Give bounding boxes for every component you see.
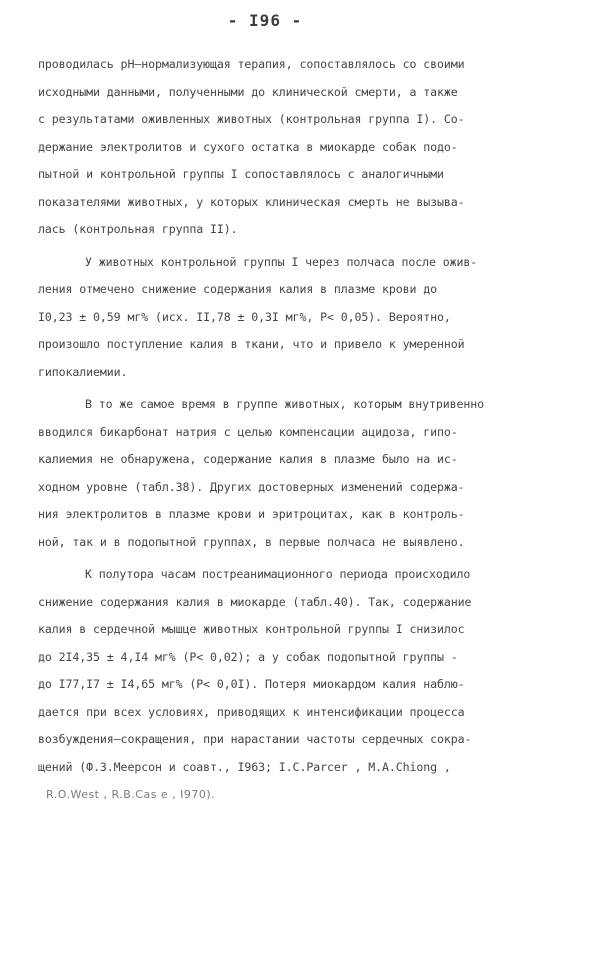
text-line: ния электролитов в плазме крови и эритроцитах, как в контроль- xyxy=(38,507,465,521)
text-line: калиемия не обнаружена, содержание калия в плазме было на ис- xyxy=(38,452,458,466)
text-line: снижение содержания калия в миокарде (табл.40). Так, содержание xyxy=(38,594,472,609)
text-line: с результатами оживленных животных (контрольная группа I). Со- xyxy=(38,112,465,126)
text-line: I0,23 ± 0,59 мг% (исх. II,78 ± 0,3I мг%, P< 0,05). Вероятно, xyxy=(38,309,451,324)
text-line: ходном уровне (табл.38). Других достоверных изменений содержа- xyxy=(38,479,465,494)
text-line: дается при всех условиях, приводящих к интенсификации процесса xyxy=(38,704,465,719)
text-line: К полутора часам постреанимационного периода происходило xyxy=(85,567,471,581)
text-line: У животных контрольной группы I через полчаса после ожив- xyxy=(85,254,478,269)
text-line: R.O.West , R.B.Cas e , I970). xyxy=(46,788,216,801)
text-line: вводился бикарбонат натрия с целью компенсации ацидоза, гипо- xyxy=(38,424,458,439)
text-line: щений (Ф.З.Меерсон и соавт., I963; I.C.Parcer , M.A.Chiong , xyxy=(38,759,451,774)
page-number: - I96 - xyxy=(227,11,303,30)
text-line: лась (контрольная группа II). xyxy=(38,222,238,236)
text-line: держание электролитов и сухого остатка в миокарде собак подо- xyxy=(38,139,458,154)
text-line: В то же самое время в группе животных, которым внутривенно xyxy=(85,397,485,411)
text-line: исходными данными, полученными до клинической смерти, а также xyxy=(38,84,458,99)
text-line: произошло поступление калия в ткани, что и привело к умеренной xyxy=(38,337,465,351)
text-line: проводилась pH–нормализующая терапия, сопоставлялось со своими xyxy=(38,57,465,71)
text-line: показателями животных, у которых клиническая смерть не вызыва- xyxy=(38,194,465,209)
text-line: ной, так и в подопытной группах, в первые полчаса не выявлено. xyxy=(38,534,465,549)
text-line: пытной и контрольной группы I сопоставлялось с аналогичными xyxy=(38,167,444,181)
text-line: гипокалиемии. xyxy=(38,364,128,379)
text-line: до I77,I7 ± I4,65 мг% (P< 0,0I). Потеря миокардом калия наблю- xyxy=(38,677,465,691)
text-line: до 2I4,35 ± 4,I4 мг% (P< 0,02); а у собак подопытной группы - xyxy=(38,649,458,664)
text-line: калия в сердечной мышце животных контрольной группы I снизилос xyxy=(38,622,465,636)
body-text xyxy=(38,51,568,809)
text-line: возбуждения–сокращения, при нарастании частоты сердечных сокра- xyxy=(38,732,472,746)
text-line: ления отмечено снижение содержания калия в плазме крови до xyxy=(38,282,438,296)
